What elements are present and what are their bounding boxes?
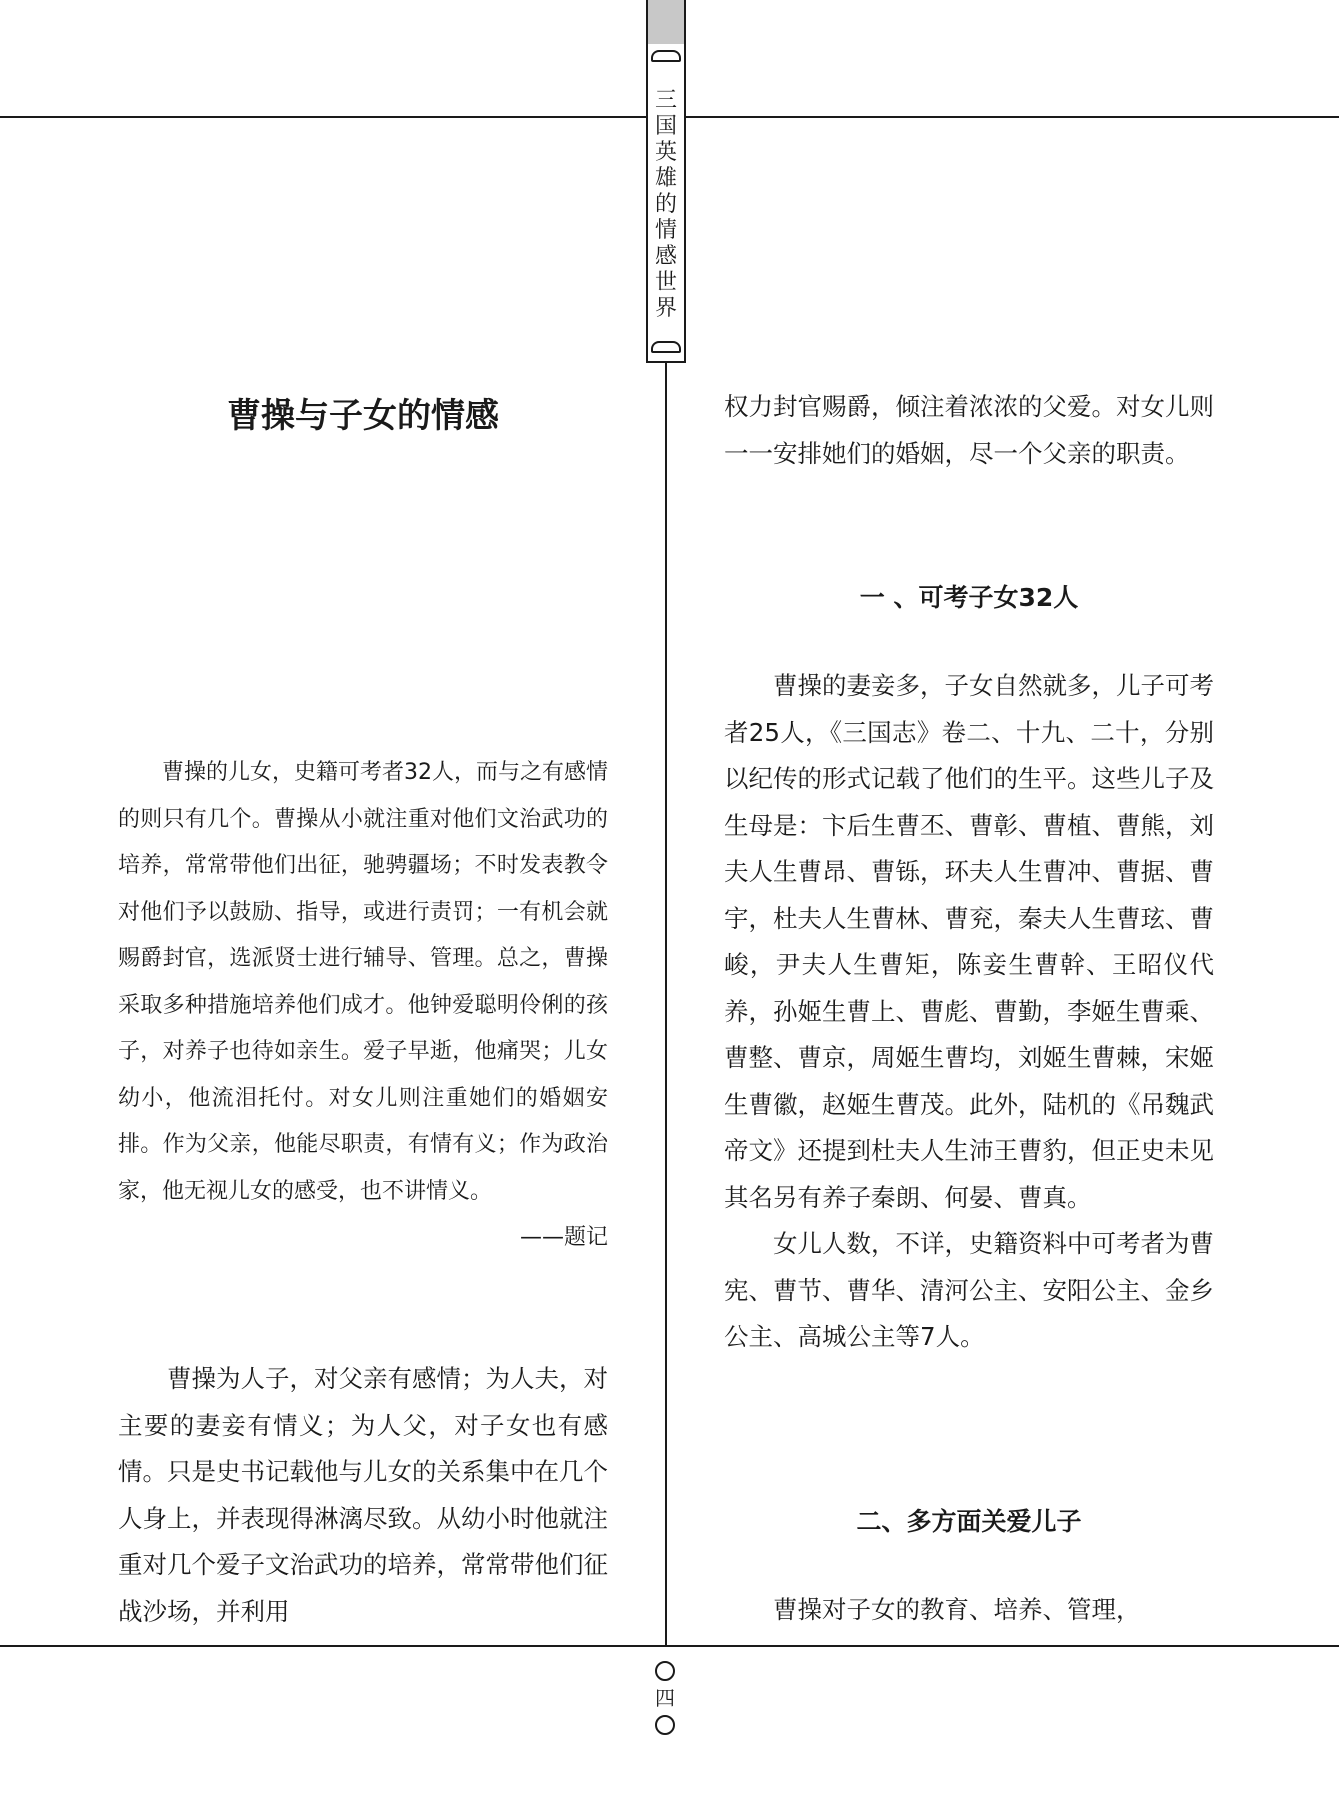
body-paragraph: 权力封官赐爵，倾注着浓浓的父爱。对女儿则一一安排她们的婚姻，尽一个父亲的职责。: [724, 392, 1214, 468]
epigraph-source: ——题记: [519, 1225, 608, 1250]
cloud-ornament-icon: [651, 50, 681, 62]
page-number: [640, 1658, 690, 1738]
bottom-rule: [0, 1645, 1339, 1647]
running-head: [648, 88, 684, 322]
running-head-char: 的: [654, 192, 677, 217]
running-head-panel: [646, 0, 686, 363]
circle-icon: [655, 1715, 675, 1735]
body-paragraph: 曹操为人子，对父亲有感情；为人夫，对主要的妻妾有情义；为人父，对子女也有感情。只是史书记载他与儿女的关系集中在几个人身上，并表现得淋漓尽致。从幼小时他就注重对几个爱子文治武功的培养，常常带他们征战沙场，并利用: [118, 1364, 608, 1626]
right-continuation: [724, 384, 1214, 477]
running-head-char: 英: [654, 140, 677, 165]
section-heading: 二、多方面关爱儿子: [856, 1507, 1082, 1536]
section-heading: 一 、可考子女32人: [859, 583, 1079, 612]
body-paragraph: 曹操对子女的教育、培养、管理，: [773, 1595, 1141, 1624]
cloud-ornament-icon: [651, 341, 681, 353]
section-body: [724, 1587, 1214, 1634]
running-head-char: 世: [654, 270, 677, 295]
epigraph-text: 曹操的儿女，史籍可考者32人，而与之有感情的则只有几个。曹操从小就注重对他们文治武功的培养，常常带他们出征，驰骋疆场；不时发表教令对他们予以鼓励、指导，或进行责罚；一有机会就赐爵封官，选派贤士进行辅导、管理。总之，曹操采取多种措施培养他们成才。他钟爱聪明伶俐的孩子，对养子也待如亲生。爱子早逝，他痛哭；儿女幼小，他流泪托付。对女儿则注重她们的婚姻安排。作为父亲，他能尽职责，有情有义；作为政治家，他无视儿女的感受，也不讲情义。: [118, 760, 608, 1204]
gutter-line: [665, 360, 667, 1647]
running-head-char: 界: [654, 296, 677, 321]
chapter-title: 曹操与子女的情感: [227, 396, 499, 436]
running-head-char: 情: [654, 218, 677, 243]
epigraph: [118, 750, 608, 1262]
body-paragraph: 女儿人数，不详，史籍资料中可考者为曹宪、曹节、曹华、清河公主、安阳公主、金乡公主、高城公主等7人。: [724, 1229, 1214, 1351]
running-head-char: 国: [654, 114, 677, 139]
page-number-text: 四: [655, 1686, 675, 1710]
spine-cap: [648, 0, 684, 44]
running-head-char: 雄: [654, 166, 677, 191]
body-paragraph: 曹操的妻妾多，子女自然就多，儿子可考者25人，《三国志》卷二、十九、二十，分别以纪传的形式记载了他们的生平。这些儿子及生母是：卞后生曹丕、曹彰、曹植、曹熊，刘夫人生曹昂、曹铄，环夫人生曹冲、曹据、曹宇，杜夫人生曹林、曹兖，秦夫人生曹玹、曹峻，尹夫人生曹矩，陈妾生曹幹、王昭仪代养，孙姬生曹上、曹彪、曹勤，李姬生曹乘、曹整、曹京，周姬生曹均，刘姬生曹棘，宋姬生曹徽，赵姬生曹茂。此外，陆机的《吊魏武帝文》还提到杜夫人生沛王曹豹，但正史未见其名另有养子秦朗、何晏、曹真。: [724, 671, 1214, 1212]
running-head-char: 三: [654, 88, 677, 113]
circle-icon: [655, 1661, 675, 1681]
running-head-char: 感: [654, 244, 677, 269]
left-body: [118, 1356, 608, 1635]
section-body: [724, 663, 1214, 1361]
